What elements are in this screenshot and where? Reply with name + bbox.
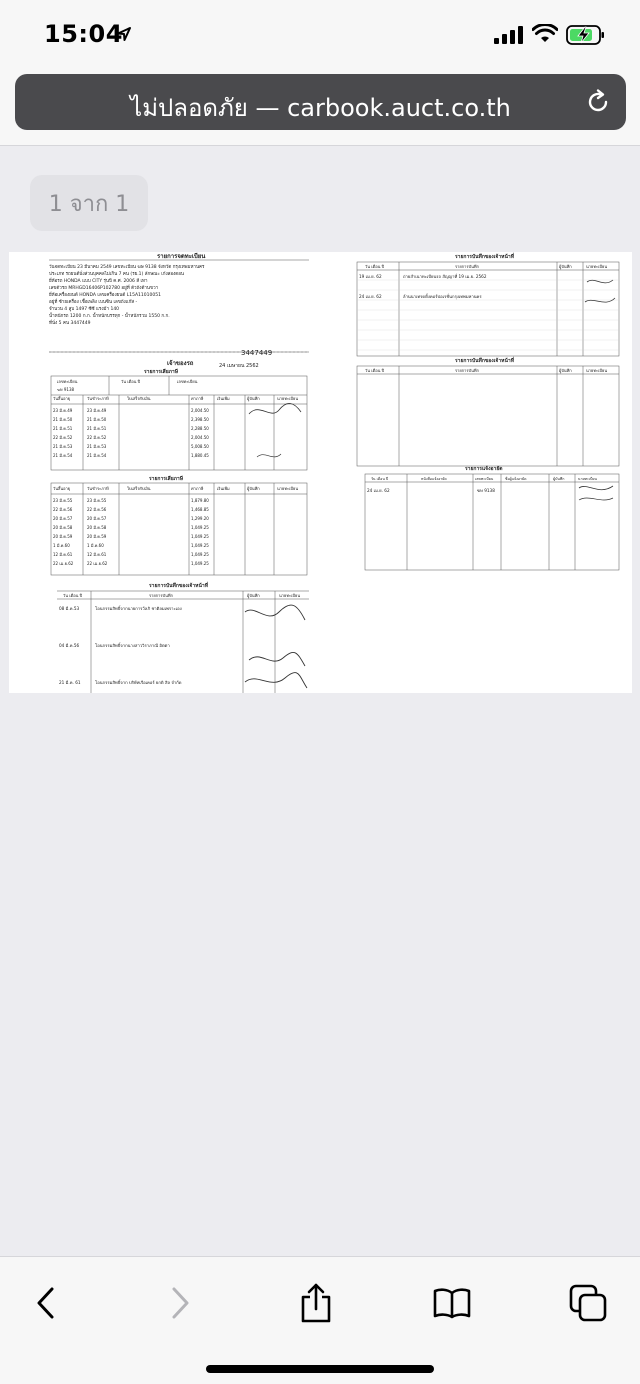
svg-text:เลขตัวรถ MRHGD16406P102780: เลขตัวรถ MRHGD16406P102780 อยู่ที่ ตัวถังด้านขวา [49, 286, 159, 291]
svg-text:ผู้บันทึก: ผู้บันทึก [247, 396, 260, 401]
tax-row-amount: 1,880.45 [191, 453, 209, 458]
section-owner-title: เจ้าของรถ [167, 360, 194, 367]
bottom-toolbar [0, 1256, 640, 1384]
reload-icon[interactable] [584, 88, 612, 116]
section-attachment-title: รายการแจ้งอายัด [465, 466, 503, 472]
tax-row-paid-date: 23 มี.ค.49 [87, 408, 107, 413]
right-officer-notes-title: รายการบันทึกของเจ้าหน้าที่ [455, 254, 514, 260]
tax-row-amount: 1,049.25 [191, 561, 209, 566]
share-button[interactable] [294, 1281, 338, 1325]
chevron-left-icon [34, 1285, 58, 1321]
owner-date: 24 เมษายน 2562 [219, 363, 259, 369]
tax-row-date: 22 เม.ย.62 [53, 561, 74, 566]
tabs-icon [569, 1284, 607, 1322]
tax-row-amount: 1,049.25 [191, 543, 209, 548]
svg-text:ที่นั่ง 5 คน 3447449: ที่นั่ง 5 คน 3447449 [49, 321, 91, 326]
section-officer-notes-title: รายการบันทึกของเจ้าหน้าที่ [149, 583, 208, 589]
tax-row-paid-date: 23 มี.ค.55 [87, 498, 107, 503]
svg-text:รายการบันทึก: รายการบันทึก [149, 593, 173, 598]
svg-text:น้ำหนักรถ 1200 ก.ก. น้ำหน: น้ำหนักรถ 1200 ก.ก. น้ำหนักบรรทุก - น้ำหนักรวม 1550 ก.ก. [49, 314, 170, 319]
svg-text:วันสิ้นอายุ: วันสิ้นอายุ [53, 486, 71, 491]
address-bar[interactable] [15, 74, 626, 130]
cellular-signal-icon [494, 26, 524, 44]
svg-text:นายทะเบียน: นายทะเบียน [578, 477, 597, 481]
svg-text:วันชำระภาษี: วันชำระภาษี [87, 396, 109, 401]
officer-note-date: 04 มี.ค.56 [59, 643, 80, 648]
svg-text:ฆษ 9138: ฆษ 9138 [57, 387, 75, 392]
svg-text:ผู้บันทึก: ผู้บันทึก [247, 593, 260, 598]
vehicle-registration-document [9, 252, 632, 693]
location-arrow-icon [116, 26, 132, 42]
right-note-text: ถ่ายสำเนาทะเบียนรถ สัญญาที่ 19 เม.ย. 2562 [403, 274, 487, 279]
svg-text:วัน เดือน ปี: วัน เดือน ปี [63, 593, 83, 598]
svg-text:วัน เดือน ปี: วัน เดือน ปี [371, 477, 389, 481]
tax-row-amount: 2,004.50 [191, 435, 209, 440]
tax-row-paid-date: 20 มี.ค.59 [87, 534, 107, 539]
svg-text:ผู้บันทึก: ผู้บันทึก [553, 477, 565, 481]
tax-row-date: 21 มี.ค.53 [53, 444, 73, 449]
bookmarks-button[interactable] [430, 1281, 474, 1325]
svg-text:ใบเสร็จรับเงิน: ใบเสร็จรับเงิน [127, 396, 151, 401]
tax-row-date: 1 มี.ค.60 [53, 543, 70, 548]
tax-row-paid-date: 20 มี.ค.58 [87, 525, 107, 530]
section-registration-title: รายการจดทะเบียน [157, 253, 206, 260]
right-note-text: ล้านนาเทรดดิ้งคอร์ปอเรชั่นกรุงเทพมหานคร [403, 294, 482, 299]
tax-row-paid-date: 22 เม.ย.62 [87, 561, 108, 566]
officer-note-text: โอนกรรมสิทธิ์จากนางสาววิราภาณี อิตตา [95, 643, 170, 648]
svg-text:วัน เดือน ปี: วัน เดือน ปี [365, 368, 385, 373]
tax-row-amount: 1,049.25 [191, 525, 209, 530]
svg-text:ค่าภาษี: ค่าภาษี [191, 396, 204, 401]
officer-notes-list [59, 605, 182, 685]
chevron-right-icon [168, 1285, 192, 1321]
svg-text:ยี่ห้อเครื่องยนต์ HONDA เลข: ยี่ห้อเครื่องยนต์ HONDA เลขเครื่องยนต์ L15A11010051 [49, 293, 161, 298]
tax-row-paid-date: 22 มี.ค.52 [87, 435, 107, 440]
tax-row-amount: 1,879.80 [191, 498, 209, 503]
tax-row-paid-date: 21 มี.ค.53 [87, 444, 107, 449]
tax-row-paid-date: 21 มี.ค.54 [87, 453, 107, 458]
tax-row-date: 23 มี.ค.55 [53, 498, 73, 503]
tabs-button[interactable] [566, 1281, 610, 1325]
tax-row-amount: 1,049.25 [191, 552, 209, 557]
svg-text:เลขทะเบียน: เลขทะเบียน [475, 477, 494, 481]
home-indicator[interactable] [206, 1365, 434, 1373]
pdf-page[interactable] [9, 252, 632, 693]
svg-text:เงินเพิ่ม: เงินเพิ่ม [217, 486, 230, 491]
officer-note-text: โอนกรรมสิทธิ์จาก บริษัทเรือเคอร์ ยกดิ สิล จำกัด [95, 680, 182, 685]
tax-row-paid-date: 12 มี.ค.61 [87, 552, 107, 557]
svg-text:เงินเพิ่ม: เงินเพิ่ม [217, 396, 230, 401]
tax-table-2 [53, 498, 209, 566]
svg-text:หนังสือแจ้งอายัด: หนังสือแจ้งอายัด [421, 477, 447, 481]
tax-row-date: 23 มี.ค.49 [53, 408, 73, 413]
address-bar-area [0, 70, 640, 146]
officer-note-text: โอนกรรมสิทธิ์จากนายการวัลภิ ชาติลมเพราะเอง [95, 606, 182, 611]
tax-row-date: 21 มี.ค.54 [53, 453, 73, 458]
svg-text:วันชำระภาษี: วันชำระภาษี [87, 486, 109, 491]
svg-text:นายทะเบียน: นายทะเบียน [586, 264, 608, 269]
tax-row-paid-date: 22 มี.ค.56 [87, 507, 107, 512]
svg-text:นายทะเบียน: นายทะเบียน [277, 396, 299, 401]
tax-row-date: 12 มี.ค.61 [53, 552, 73, 557]
svg-text:ใบเสร็จรับเงิน: ใบเสร็จรับเงิน [127, 486, 151, 491]
svg-text:นายทะเบียน: นายทะเบียน [277, 486, 299, 491]
tax-row-paid-date: 21 มี.ค.50 [87, 417, 107, 422]
tax-table-1 [53, 408, 209, 458]
forward-button[interactable] [158, 1281, 202, 1325]
clock: 15:04 [44, 20, 123, 48]
officer-note-date: 21 มี.ค. 61 [59, 680, 81, 685]
tax-row-date: 20 มี.ค.57 [53, 516, 73, 521]
svg-text:ฆษ 9138: ฆษ 9138 [477, 488, 495, 493]
section-tax-title-2: รายการเสียภาษี [149, 476, 184, 482]
svg-text:ค่าภาษี: ค่าภาษี [191, 486, 204, 491]
page-counter: 1 จาก 1 [30, 175, 148, 231]
tax-row-amount: 2,004.50 [191, 408, 209, 413]
pdf-content-area[interactable] [0, 147, 640, 1256]
right-note-date: 24 เม.ย. 62 [359, 294, 382, 299]
tax-row-date: 20 มี.ค.58 [53, 525, 73, 530]
svg-text:วันจดทะเบียน 23 มีนาคม 2549: วันจดทะเบียน 23 มีนาคม 2549 เลขทะเบียน ฆษ 9138 จังหวัด กรุงเทพมหานคร [49, 265, 205, 270]
tax-row-date: 22 มี.ค.56 [53, 507, 73, 512]
tax-row-date: 21 มี.ค.50 [53, 417, 73, 422]
svg-text:ประเภท รถยนต์นั่งส่วนบุคคลไม่: ประเภท รถยนต์นั่งส่วนบุคคลไม่เกิน 7 คน (รย.1) ลักษณะ เก๋งสองตอน [49, 272, 185, 277]
share-icon [299, 1283, 333, 1323]
tax-row-amount: 1,468.85 [191, 507, 209, 512]
book-number: 3447449 [241, 349, 273, 357]
tax-row-paid-date: 21 มี.ค.51 [87, 426, 107, 431]
svg-text:รายการบันทึก: รายการบันทึก [455, 264, 479, 269]
tax-row-amount: 2,288.50 [191, 426, 209, 431]
tax-row-amount: 1,299.20 [191, 516, 209, 521]
tax-row-date: 21 มี.ค.51 [53, 426, 73, 431]
svg-text:นายทะเบียน: นายทะเบียน [279, 593, 301, 598]
tax-row-amount: 5,008.50 [191, 444, 209, 449]
svg-text:วัน เดือน ปี: วัน เดือน ปี [121, 379, 141, 384]
right-note-date: 19 เม.ย. 62 [359, 274, 382, 279]
tax-row-paid-date: 1 มี.ค.60 [87, 543, 104, 548]
tax-row-date: 20 มี.ค.59 [53, 534, 73, 539]
svg-text:นายทะเบียน: นายทะเบียน [586, 368, 608, 373]
svg-text:อยู่ที่ ซ้ายเครื่อง เชื้อเพ: อยู่ที่ ซ้ายเครื่อง เชื้อเพลิง เบนซิน เลขถังแก๊ส - [49, 300, 138, 305]
svg-text:รายการบันทึก: รายการบันทึก [455, 368, 479, 373]
attachment-row [367, 488, 495, 493]
svg-text:ชื่อผู้แจ้งอายัด: ชื่อผู้แจ้งอายัด [505, 477, 527, 481]
tax-row-amount: 2,398.50 [191, 417, 209, 422]
svg-text:เลขทะเบียน: เลขทะเบียน [177, 379, 198, 384]
right-officer-notes-title-2: รายการบันทึกของเจ้าหน้าที่ [455, 358, 514, 364]
wifi-icon [532, 24, 558, 44]
svg-text:จำนวน 4 สูบ 1497 ซีซี: จำนวน 4 สูบ 1497 ซีซี แรงม้า 140 [49, 307, 120, 312]
svg-text:วัน เดือน ปี: วัน เดือน ปี [365, 264, 385, 269]
svg-text:วันสิ้นอายุ: วันสิ้นอายุ [53, 396, 71, 401]
status-bar [0, 0, 640, 70]
svg-text:เลขทะเบียน: เลขทะเบียน [57, 379, 78, 384]
right-notes-list [359, 273, 487, 300]
svg-text:ผู้บันทึก: ผู้บันทึก [247, 486, 260, 491]
url-text[interactable]: ไม่ปลอดภัย — carbook.auct.co.th [130, 94, 511, 122]
book-icon [433, 1287, 471, 1319]
section-tax-title: รายการเสียภาษี [144, 369, 179, 375]
tax-row-paid-date: 20 มี.ค.57 [87, 516, 107, 521]
tax-row-date: 22 มี.ค.52 [53, 435, 73, 440]
svg-text:ยี่ห้อรถ HONDA แบบ CITY: ยี่ห้อรถ HONDA แบบ CITY รุ่นปี ค.ศ. 2006 สี เทา [49, 279, 148, 284]
back-button[interactable] [24, 1281, 68, 1325]
svg-text:ผู้บันทึก: ผู้บันทึก [559, 264, 572, 269]
officer-note-date: 08 มี.ค.53 [59, 606, 80, 611]
svg-text:ผู้บันทึก: ผู้บันทึก [559, 368, 572, 373]
battery-charging-icon [566, 24, 606, 46]
svg-text:24 เม.ย. 62: 24 เม.ย. 62 [367, 488, 390, 493]
tax-row-amount: 1,049.25 [191, 534, 209, 539]
